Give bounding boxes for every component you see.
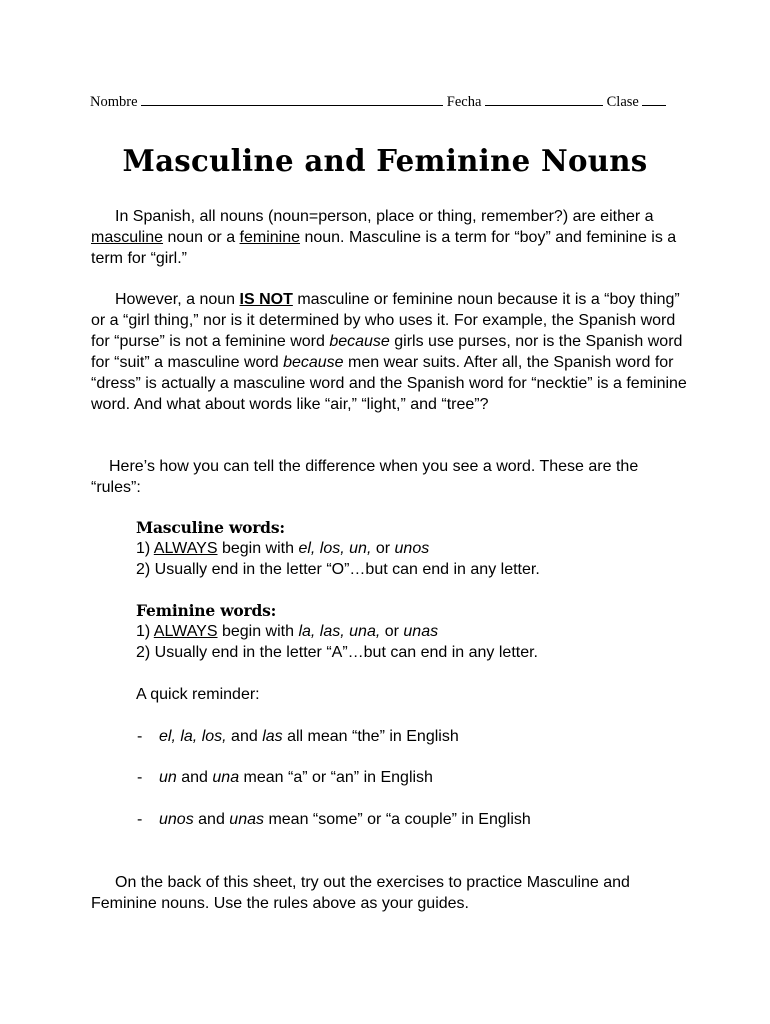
header-line <box>90 93 690 111</box>
feminine-heading: Feminine words: <box>136 601 277 620</box>
nombre-label: Nombre <box>90 94 138 110</box>
masculine-heading: Masculine words: <box>136 518 285 537</box>
intro-text-1: In Spanish, all nouns (noun=person, place or thing, remember?) are either a <box>115 208 654 225</box>
page-title: Masculine and Feminine Nouns <box>122 143 648 178</box>
closing-paragraph <box>91 872 651 914</box>
rules-intro-text: Here’s how you can tell the difference when you see a word. These are the “rules”: <box>91 458 639 496</box>
feminine-rule-1: 1) ALWAYS begin with la, las, una, or unas <box>136 623 439 640</box>
clase-label: Clase <box>606 94 639 110</box>
because-italic-1: because <box>329 333 390 350</box>
masculine-rule-1: 1) ALWAYS begin with el, los, un, or unos <box>136 540 430 557</box>
dash-marker: - <box>137 811 143 828</box>
masculine-underlined: masculine <box>91 229 164 246</box>
masculine-rule-2: 2) Usually end in the letter “O”…but can end in any letter. <box>136 561 540 578</box>
clase-blank[interactable] <box>642 93 666 106</box>
however-text-2: masculine or feminine noun because it is a “boy thing” or a “girl thing,” nor is it determined by who uses it. For example, the Spanish word for “purse” is not a feminine word <box>91 291 680 350</box>
rules-intro-paragraph <box>91 456 691 498</box>
intro-paragraph <box>91 206 691 269</box>
intro-text-2: noun or a <box>163 229 240 246</box>
always-underlined: ALWAYS <box>153 540 218 557</box>
feminine-underlined: feminine <box>239 229 301 246</box>
always-underlined: ALWAYS <box>153 623 218 640</box>
closing-text: On the back of this sheet, try out the exercises to practice Masculine and Feminine nouns. Use the rules above as your guides. <box>91 874 630 912</box>
reminder-heading: A quick reminder: <box>136 686 260 703</box>
dash-marker: - <box>137 769 143 786</box>
fecha-blank[interactable] <box>485 93 603 106</box>
intro-text-3: noun. Masculine is a term for “boy” and feminine is a term for “girl.” <box>91 229 677 267</box>
masculine-rules <box>136 517 676 580</box>
however-text-1: However, a noun <box>115 291 240 308</box>
fecha-label: Fecha <box>446 94 482 110</box>
reminder-item-articles: - el, la, los, and las all mean “the” in English <box>137 728 459 745</box>
feminine-rules <box>136 600 676 663</box>
nombre-blank[interactable] <box>141 93 443 106</box>
reminder-item-unos-unas: - unos and unas mean “some” or “a couple” in English <box>137 811 531 828</box>
is-not-emphasis: IS NOT <box>239 291 293 308</box>
reminder-item-un-una: - un and una mean “a” or “an” in English <box>137 769 433 786</box>
because-italic-2: because <box>283 354 344 371</box>
feminine-rule-2: 2) Usually end in the letter “A”…but can end in any letter. <box>136 644 538 661</box>
dash-marker: - <box>137 728 143 745</box>
however-text-4: men wear suits. After all, the Spanish word for “dress” is actually a masculine word and the Spanish word for “necktie” is a feminine word. And what about words like “air,” “light,” and “tree”? <box>91 354 687 413</box>
however-text-3: girls use purses, nor is the Spanish word for “suit” a masculine word <box>91 333 683 371</box>
however-paragraph <box>91 289 691 415</box>
